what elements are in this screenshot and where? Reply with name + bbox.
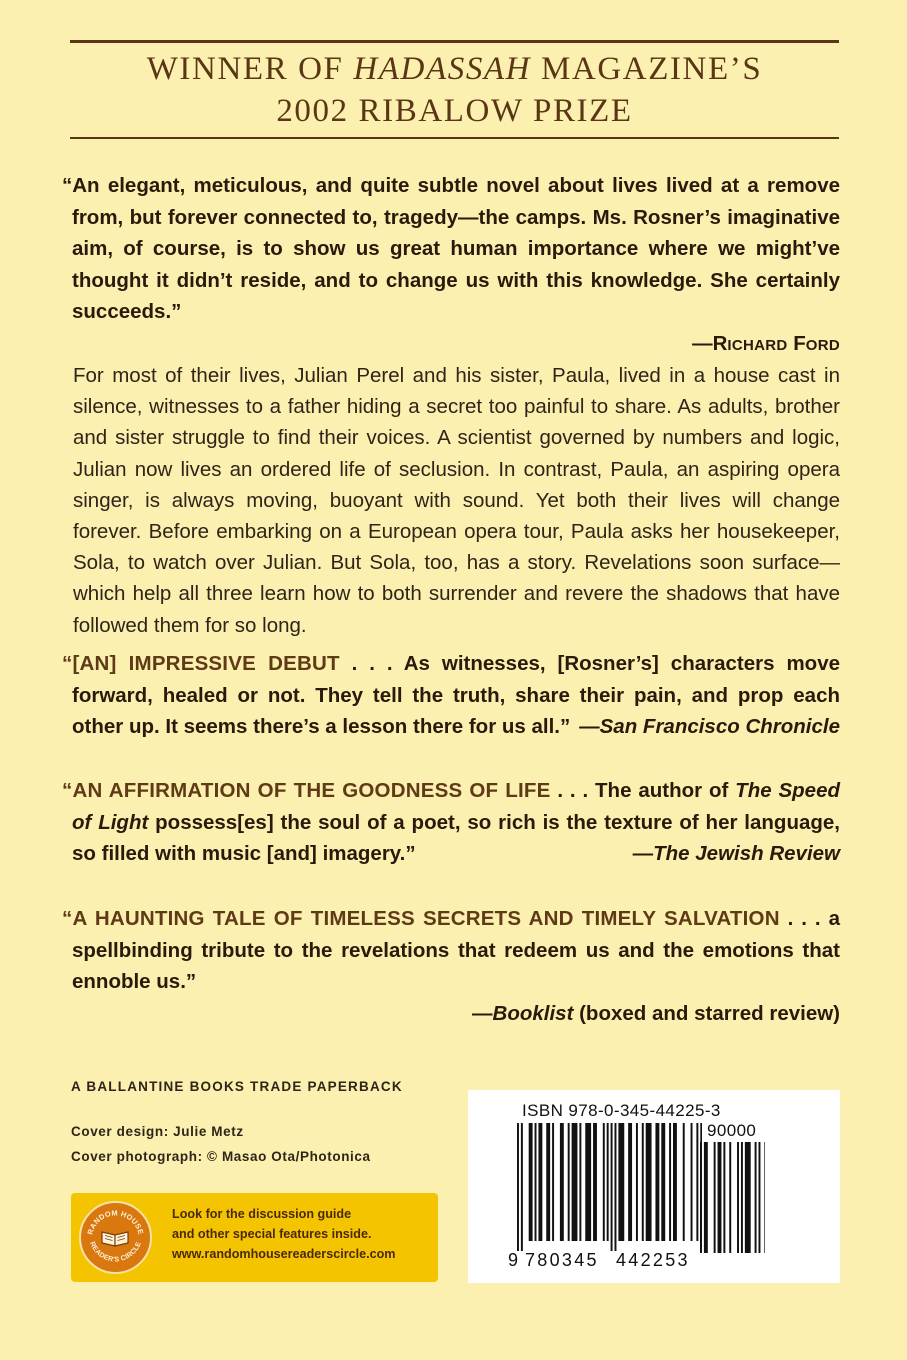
barcode-bar — [603, 1123, 605, 1241]
quote-1-attr-ord: ORD — [805, 336, 840, 354]
quote-3-text-b: possess[es] the soul of a poet, so rich is the texture of her language, so filled with music [and] imagery.” — [72, 810, 840, 865]
quote-1-attr-f: F — [793, 331, 806, 355]
book-synopsis: For most of their lives, Julian Perel and his sister, Paula, lived in a house cast in silence, witnesses to a father hiding a secret too painful to share. As adults, brother and sister struggle to find their voices. A scientist governed by numbers and logic, Julian now lives an ordered life of seclusion. In contrast, Paula, an aspiring opera singer, is always moving, buoyant with sound. Yet both their lives will change forever. Before embarking on a European opera tour, Paula asks her housekeeper, Sola, to watch over Julian. But Sola, too, has a story. Revelations soon surface—which help all three learn how to both surrender and revere the shadows that have followed them for so long. — [73, 364, 840, 637]
barcode-bar — [646, 1123, 652, 1241]
award-line-1-pre: WINNER OF — [146, 51, 354, 87]
barcode-bar — [546, 1123, 550, 1241]
barcode-bar — [615, 1123, 617, 1251]
barcode-bar — [700, 1142, 702, 1253]
quote-3-source: The Jewish Review — [653, 842, 840, 865]
quote-booklist — [62, 903, 840, 1029]
barcode-bar — [673, 1123, 677, 1241]
addon-barcode — [700, 1142, 765, 1253]
barcode-bar — [579, 1123, 581, 1241]
barcode-bar — [585, 1123, 591, 1241]
quote-2-source: San Francisco Chronicle — [599, 715, 840, 738]
barcode-bar — [636, 1123, 638, 1241]
quote-1-attr-ichard: ICHARD — [727, 336, 788, 354]
quote-4-note: (boxed and starred review) — [573, 1001, 840, 1025]
quote-3-dash: — — [632, 842, 654, 865]
quote-1-text: “An elegant, meticulous, and quite subtle novel about lives lived at a remove from, but forever connected to, tragedy—the camps. Ms. Rosner’s imaginative aim, of course, is to show us great human importance where we might’ve thought it didn’t reside, and to change us with this knowledge. She certainly succeeds.” — [62, 174, 840, 323]
quote-jewish-review — [62, 775, 840, 870]
quote-sf-chronicle — [62, 648, 840, 743]
award-line-1 — [70, 48, 839, 90]
barcode-bar — [669, 1123, 671, 1241]
barcode-bar — [593, 1123, 597, 1241]
quote-richard-ford — [62, 170, 840, 361]
barcode-bar — [535, 1123, 537, 1241]
award-line-2: 2002 RIBALOW PRIZE — [276, 93, 633, 129]
quote-3-text-a: . . . The author of — [550, 779, 736, 802]
barcode-bar — [607, 1123, 609, 1241]
quote-3-book-title: The Speed of Light — [72, 779, 840, 834]
quote-3-attribution — [632, 838, 840, 870]
barcode-bar — [759, 1142, 761, 1253]
barcode-bar — [529, 1123, 533, 1241]
barcode-bar — [655, 1123, 659, 1241]
quote-3-lead: “AN AFFIRMATION OF THE GOODNESS OF LIFE — [62, 779, 551, 802]
barcode-bar — [552, 1123, 554, 1241]
barcode-bar — [718, 1142, 722, 1253]
barcode-bar — [568, 1123, 570, 1241]
badge-bottom-text: READER'S CIRCLE — [88, 1240, 143, 1264]
barcode-bar — [611, 1123, 613, 1251]
bottom-rule — [70, 137, 839, 139]
quote-2-dash: — — [579, 715, 600, 738]
quote-4-dash: — — [472, 1001, 493, 1025]
quote-4-attribution — [62, 998, 840, 1030]
open-book-icon — [102, 1232, 128, 1246]
readers-circle-url: www.randomhousereaderscircle.com — [172, 1247, 396, 1261]
barcode-bar — [683, 1123, 685, 1241]
barcode-bar — [764, 1142, 765, 1253]
cover-design-credit: Cover design: Julie Metz — [71, 1124, 244, 1139]
publisher-line: A BALLANTINE BOOKS TRADE PAPERBACK — [71, 1079, 403, 1094]
quote-4-text — [62, 903, 840, 998]
barcode-bar — [538, 1123, 542, 1241]
barcode-bar — [628, 1123, 632, 1241]
badge-top-text: RANDOM HOUSE — [85, 1208, 146, 1236]
ean-right-digits: 442253 — [616, 1250, 690, 1270]
barcode-bar — [755, 1142, 757, 1253]
price-code: 90000 — [707, 1121, 757, 1140]
quote-1-attribution — [62, 328, 840, 362]
quote-4-lead: “A HAUNTING TALE OF TIMELESS SECRETS AND TIMELY SALVATION — [62, 907, 780, 930]
readers-circle-line-1: Look for the discussion guide — [172, 1207, 352, 1221]
barcode-bar — [745, 1142, 751, 1253]
quote-2-attribution — [579, 711, 840, 743]
badge-graphic — [81, 1203, 150, 1272]
readers-circle-text — [172, 1204, 434, 1264]
ean-barcode — [517, 1123, 702, 1253]
top-rule — [70, 40, 839, 43]
readers-circle-line-2: and other special features inside. — [172, 1227, 372, 1241]
barcode-bar — [696, 1123, 698, 1241]
barcode-bar — [741, 1142, 743, 1253]
readers-circle-badge-icon — [79, 1201, 152, 1274]
barcode-bar — [729, 1142, 731, 1253]
award-heading — [70, 48, 839, 132]
ean-first-digit: 9 — [508, 1250, 519, 1270]
barcode-bar — [521, 1123, 523, 1251]
barcode-panel — [468, 1090, 840, 1283]
barcode-bar — [691, 1123, 693, 1241]
quote-2-body — [62, 648, 840, 743]
quote-2-lead: “[AN] IMPRESSIVE DEBUT — [62, 652, 340, 675]
quote-1-dash: — — [692, 331, 713, 355]
barcode-bar — [642, 1123, 644, 1241]
barcode-bar — [737, 1142, 739, 1253]
cover-photo-credit: Cover photograph: © Masao Ota/Photonica — [71, 1149, 371, 1164]
award-magazine-name: HADASSAH — [353, 51, 532, 87]
barcode-bar — [560, 1123, 564, 1241]
barcode-bar — [618, 1123, 624, 1241]
award-line-1-post: MAGAZINE’S — [531, 51, 763, 87]
barcode-bar — [704, 1142, 708, 1253]
quote-2-text: . . . As witnesses, [Rosner’s] characters move forward, healed or not. They tell the truth, share their pain, and prop each other up. It seems there’s a lesson there for us all.” — [72, 652, 840, 738]
isbn-label: ISBN 978-0-345-44225-3 — [522, 1101, 721, 1120]
barcode-bar — [714, 1142, 716, 1253]
ean-left-digits: 780345 — [525, 1250, 599, 1270]
readers-circle-box — [71, 1193, 438, 1282]
quote-4-source: Booklist — [492, 1001, 574, 1025]
barcode-bar — [723, 1142, 725, 1253]
barcode-bar — [517, 1123, 519, 1251]
quote-4-body: . . . a spellbinding tribute to the revelations that redeem us and the emotions that ennoble us.” — [72, 907, 840, 993]
barcode-bar — [572, 1123, 578, 1241]
quote-3-body — [62, 775, 840, 870]
barcode-bar — [661, 1123, 665, 1241]
quote-1-attr-r: R — [712, 331, 728, 355]
